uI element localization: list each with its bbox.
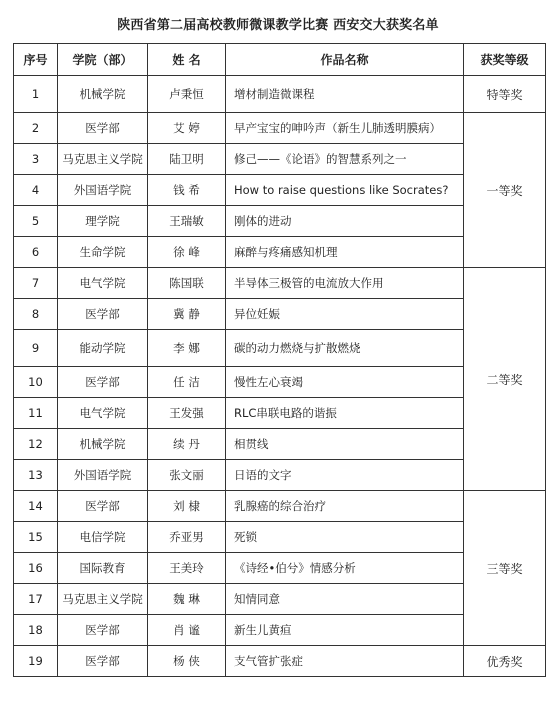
cell-name: 钱 希: [148, 175, 226, 206]
table-header-row: [14, 44, 546, 76]
cell-seq: 9: [14, 330, 58, 367]
cell-work: 早产宝宝的呻吟声（新生儿肺透明膜病）: [226, 113, 464, 144]
cell-dept: 能动学院: [58, 330, 148, 367]
cell-dept: 马克思主义学院: [58, 144, 148, 175]
cell-seq: 14: [14, 491, 58, 522]
cell-work: 乳腺癌的综合治疗: [226, 491, 464, 522]
cell-work: 增材制造微课程: [226, 76, 464, 113]
table-row: [14, 113, 546, 144]
cell-seq: 1: [14, 76, 58, 113]
cell-name: 续 丹: [148, 429, 226, 460]
cell-work: 半导体三极管的电流放大作用: [226, 268, 464, 299]
header-seq: 序号: [14, 44, 58, 76]
cell-dept: 理学院: [58, 206, 148, 237]
cell-seq: 17: [14, 584, 58, 615]
cell-dept: 电信学院: [58, 522, 148, 553]
table-row: [14, 491, 546, 522]
cell-name: 王发强: [148, 398, 226, 429]
cell-dept: 生命学院: [58, 237, 148, 268]
cell-seq: 13: [14, 460, 58, 491]
cell-name: 王美玲: [148, 553, 226, 584]
cell-dept: 马克思主义学院: [58, 584, 148, 615]
cell-work: 慢性左心衰竭: [226, 367, 464, 398]
cell-award: 特等奖: [464, 76, 546, 113]
cell-dept: 机械学院: [58, 429, 148, 460]
table-row: [14, 76, 546, 113]
cell-dept: 外国语学院: [58, 175, 148, 206]
cell-name: 陆卫明: [148, 144, 226, 175]
table-body: [14, 76, 546, 677]
cell-work: 相贯线: [226, 429, 464, 460]
cell-seq: 19: [14, 646, 58, 677]
cell-seq: 6: [14, 237, 58, 268]
header-work: 作品名称: [226, 44, 464, 76]
header-dept: 学院（部）: [58, 44, 148, 76]
cell-work: 刚体的进动: [226, 206, 464, 237]
award-table: [13, 43, 546, 677]
cell-work: 知情同意: [226, 584, 464, 615]
table-row: [14, 646, 546, 677]
cell-name: 徐 峰: [148, 237, 226, 268]
cell-name: 王瑞敏: [148, 206, 226, 237]
cell-name: 艾 婷: [148, 113, 226, 144]
cell-award: 优秀奖: [464, 646, 546, 677]
cell-name: 肖 谧: [148, 615, 226, 646]
cell-seq: 7: [14, 268, 58, 299]
cell-dept: 医学部: [58, 646, 148, 677]
cell-dept: 电气学院: [58, 398, 148, 429]
cell-name: 魏 琳: [148, 584, 226, 615]
page-title: 陕西省第二届高校教师微课教学比赛 西安交大获奖名单: [117, 18, 439, 33]
cell-work: 《诗经•伯兮》情感分析: [226, 553, 464, 584]
cell-name: 任 洁: [148, 367, 226, 398]
cell-name: 乔亚男: [148, 522, 226, 553]
cell-dept: 医学部: [58, 113, 148, 144]
cell-award: 一等奖: [464, 113, 546, 268]
cell-dept: 医学部: [58, 299, 148, 330]
cell-work: 支气管扩张症: [226, 646, 464, 677]
cell-name: 陈国联: [148, 268, 226, 299]
cell-seq: 5: [14, 206, 58, 237]
cell-work: 修己——《论语》的智慧系列之一: [226, 144, 464, 175]
cell-dept: 医学部: [58, 491, 148, 522]
header-name: 姓 名: [148, 44, 226, 76]
cell-work: 死锁: [226, 522, 464, 553]
header-award: 获奖等级: [464, 44, 546, 76]
table-row: [14, 268, 546, 299]
cell-seq: 3: [14, 144, 58, 175]
cell-seq: 12: [14, 429, 58, 460]
cell-work: 异位妊娠: [226, 299, 464, 330]
cell-dept: 外国语学院: [58, 460, 148, 491]
cell-name: 张文丽: [148, 460, 226, 491]
cell-name: 李 娜: [148, 330, 226, 367]
cell-dept: 国际教育: [58, 553, 148, 584]
cell-name: 杨 侠: [148, 646, 226, 677]
cell-seq: 2: [14, 113, 58, 144]
cell-dept: 医学部: [58, 367, 148, 398]
cell-work: 新生儿黄疸: [226, 615, 464, 646]
cell-work: How to raise questions like Socrates?: [226, 175, 464, 206]
cell-seq: 4: [14, 175, 58, 206]
cell-seq: 10: [14, 367, 58, 398]
cell-dept: 机械学院: [58, 76, 148, 113]
cell-name: 冀 静: [148, 299, 226, 330]
cell-work: 麻醉与疼痛感知机理: [226, 237, 464, 268]
cell-dept: 医学部: [58, 615, 148, 646]
cell-name: 卢秉恒: [148, 76, 226, 113]
cell-work: 日语的文字: [226, 460, 464, 491]
cell-work: 碳的动力燃烧与扩散燃烧: [226, 330, 464, 367]
cell-award: 二等奖: [464, 268, 546, 491]
cell-award: 三等奖: [464, 491, 546, 646]
cell-seq: 18: [14, 615, 58, 646]
cell-seq: 16: [14, 553, 58, 584]
cell-seq: 8: [14, 299, 58, 330]
cell-name: 刘 棣: [148, 491, 226, 522]
cell-work: RLC串联电路的谐振: [226, 398, 464, 429]
cell-seq: 15: [14, 522, 58, 553]
cell-seq: 11: [14, 398, 58, 429]
cell-dept: 电气学院: [58, 268, 148, 299]
